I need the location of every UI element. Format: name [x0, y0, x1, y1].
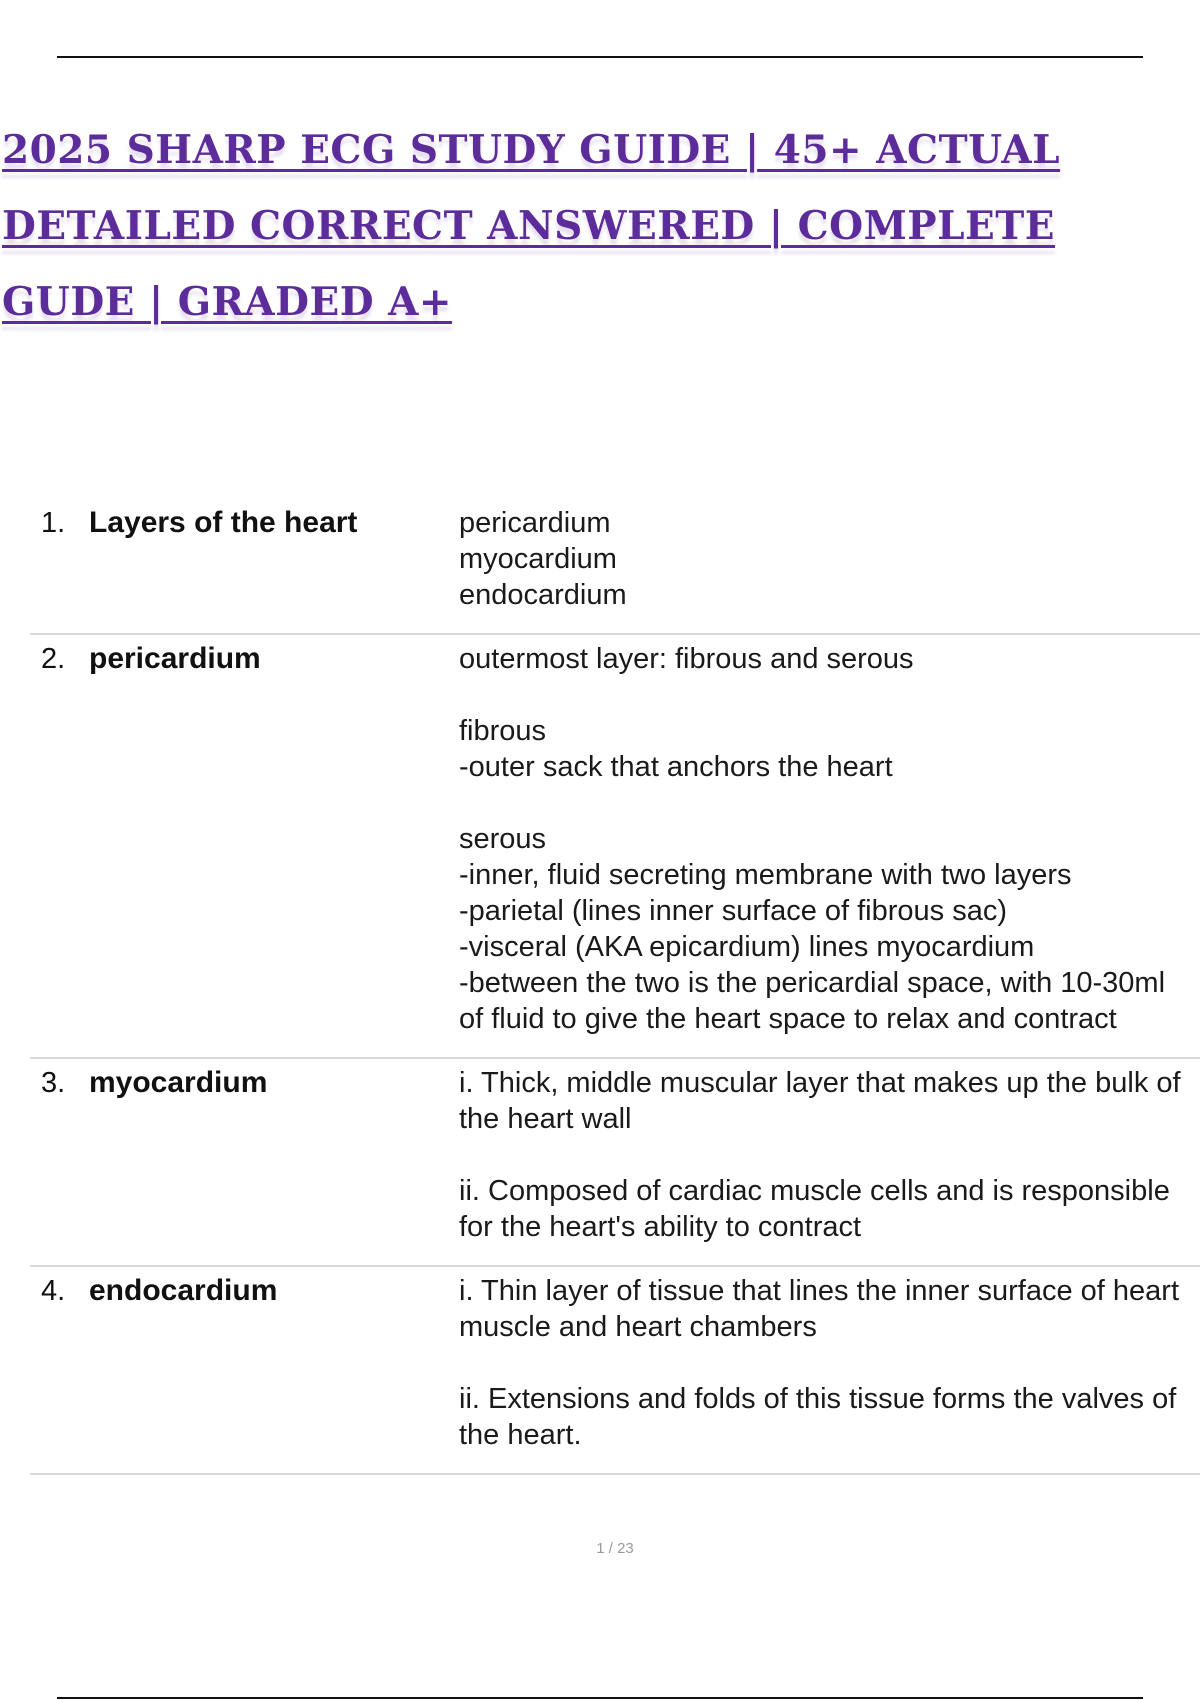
definition-line: myocardium [459, 543, 617, 575]
card-term: pericardium [67, 634, 459, 1058]
definition-paragraph [459, 505, 1192, 613]
definition-line: -inner, fluid secreting membrane with two layers [459, 859, 1072, 891]
flashcard-table [30, 499, 1200, 1475]
top-rule [57, 56, 1143, 58]
definition-paragraph [459, 1065, 1192, 1137]
document-title: 2025 SHARP ECG STUDY GUIDE | 45+ ACTUAL DETAILED CORRECT ANSWERED | COMPLETE GUDE | GRADED A+ [2, 127, 1061, 325]
card-number: 2. [30, 634, 67, 1058]
card-term: endocardium [67, 1266, 459, 1474]
definition-paragraph [459, 1381, 1192, 1453]
definition-line: -visceral (AKA epicardium) lines myocardium [459, 931, 1035, 963]
definition-line: -parietal (lines inner surface of fibrous sac) [459, 895, 1008, 927]
definition-line: serous [459, 823, 547, 855]
card-number: 4. [30, 1266, 67, 1474]
definition-line: endocardium [459, 579, 627, 611]
definition-paragraph [459, 821, 1192, 1037]
definition-line: ii. Composed of cardiac muscle cells and is responsible for the heart's ability to contract [459, 1175, 1170, 1243]
table-row [30, 634, 1200, 1058]
definition-paragraph [459, 713, 1192, 785]
definition-line: -outer sack that anchors the heart [459, 751, 893, 783]
definition-line: i. Thick, middle muscular layer that makes up the bulk of the heart wall [459, 1067, 1181, 1135]
definition-line: outermost layer: fibrous and serous [459, 643, 914, 675]
definition-line: i. Thin layer of tissue that lines the inner surface of heart muscle and heart chambers [459, 1275, 1180, 1343]
page-indicator: 1 / 23 [596, 1540, 634, 1557]
card-number: 3. [30, 1058, 67, 1266]
table-row [30, 1266, 1200, 1474]
table-row [30, 499, 1200, 634]
table-row [30, 1058, 1200, 1266]
card-term: myocardium [67, 1058, 459, 1266]
definition-line: pericardium [459, 507, 611, 539]
definition-paragraph [459, 1273, 1192, 1345]
bottom-rule [57, 1697, 1143, 1699]
card-number: 1. [30, 499, 67, 634]
definition-paragraph [459, 1173, 1192, 1245]
card-definition [459, 1058, 1200, 1266]
card-term: Layers of the heart [67, 499, 459, 634]
card-definition [459, 499, 1200, 634]
definition-line: -between the two is the pericardial space, with 10-30ml of fluid to give the heart space to relax and contract [459, 967, 1166, 1035]
card-definition [459, 1266, 1200, 1474]
definition-line: fibrous [459, 715, 547, 747]
card-definition [459, 634, 1200, 1058]
definition-line: ii. Extensions and folds of this tissue forms the valves of the heart. [459, 1383, 1177, 1451]
definition-paragraph [459, 641, 1192, 677]
